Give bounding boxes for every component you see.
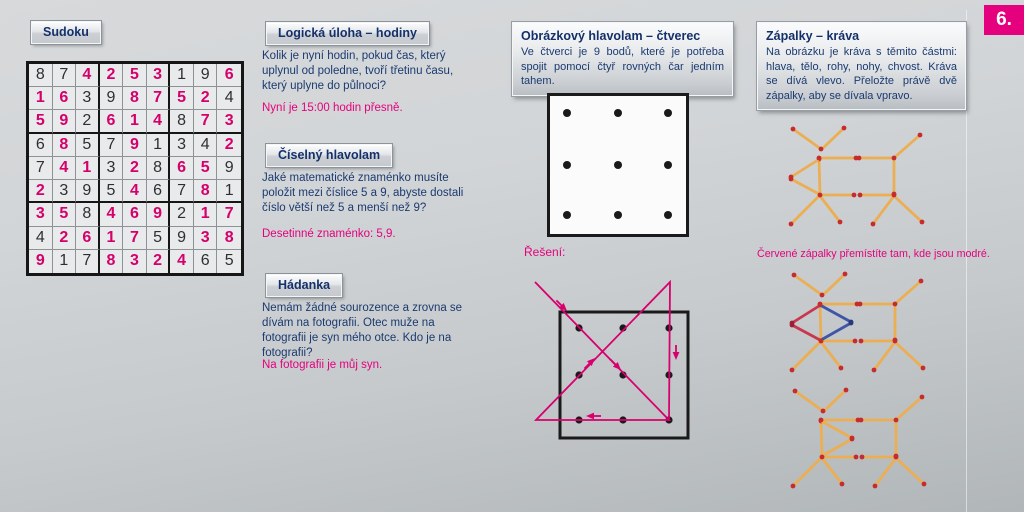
sudoku-cell[interactable]: 4 xyxy=(147,110,171,133)
direction-arrows xyxy=(554,298,679,419)
sudoku-cell[interactable]: 4 xyxy=(123,180,147,203)
sudoku-cell[interactable]: 5 xyxy=(147,227,171,250)
sudoku-cell[interactable]: 7 xyxy=(29,157,53,180)
sudoku-cell[interactable]: 3 xyxy=(123,250,147,273)
sudoku-cell[interactable]: 2 xyxy=(217,134,241,157)
question-riddle: Nemám žádné sourozence a zrovna se dívám na fotografii. Otec muže na fotografii je syn mého otce. Kdo je na fotografii? xyxy=(262,302,463,359)
sudoku-cell[interactable]: 1 xyxy=(76,157,100,180)
sudoku-cell[interactable]: 5 xyxy=(100,180,124,203)
matchstick-cow-initial xyxy=(775,114,945,246)
sudoku-cell[interactable]: 9 xyxy=(29,250,53,273)
answer-number-puzzle: Desetinné znaménko: 5,9. xyxy=(262,228,396,240)
sudoku-cell[interactable]: 6 xyxy=(170,157,194,180)
sudoku-cell[interactable]: 5 xyxy=(53,203,77,226)
sudoku-cell[interactable]: 3 xyxy=(147,64,171,87)
square-puzzle-box xyxy=(512,22,733,96)
sudoku-cell[interactable]: 9 xyxy=(100,87,124,110)
sudoku-cell[interactable]: 3 xyxy=(100,157,124,180)
question-number-puzzle: Jaké matematické znaménko musíte položit mezi číslice 5 a 9, abyste dostali číslo větší než 5 a menší než 9? xyxy=(262,172,464,214)
sudoku-cell[interactable]: 8 xyxy=(170,110,194,133)
sudoku-heading-button[interactable]: Sudoku xyxy=(31,21,101,44)
sudoku-cell[interactable]: 9 xyxy=(217,157,241,180)
sudoku-cell[interactable]: 4 xyxy=(100,203,124,226)
sudoku-cell[interactable]: 8 xyxy=(123,87,147,110)
sudoku-cell[interactable]: 8 xyxy=(29,64,53,87)
sudoku-grid[interactable] xyxy=(26,61,244,276)
sudoku-cell[interactable]: 2 xyxy=(100,64,124,87)
matchstick-cow-move-indication xyxy=(776,260,946,392)
sudoku-cell[interactable]: 3 xyxy=(29,203,53,226)
sudoku-cell[interactable]: 3 xyxy=(217,110,241,133)
sudoku-cell[interactable]: 6 xyxy=(100,110,124,133)
heading-button-riddle[interactable]: Hádanka xyxy=(266,274,342,297)
page-number-badge: 6. xyxy=(984,5,1024,35)
sudoku-cell[interactable]: 4 xyxy=(217,87,241,110)
sudoku-cell[interactable]: 8 xyxy=(76,203,100,226)
matches-puzzle-description: Na obrázku je kráva s těmito částmi: hlava, tělo, rohy, nohy, chvost. Kráva se dívá vlevo. Přeložte právě dvě zápalky, aby se dívala vpravo. xyxy=(766,46,957,102)
matches-puzzle-box xyxy=(757,22,966,110)
sudoku-cell[interactable]: 1 xyxy=(53,250,77,273)
sudoku-cell[interactable]: 3 xyxy=(170,134,194,157)
heading-button-number-puzzle[interactable]: Číselný hlavolam xyxy=(266,144,392,167)
sudoku-cell[interactable]: 7 xyxy=(76,250,100,273)
answer-riddle: Na fotografii je můj syn. xyxy=(262,359,383,371)
square-puzzle-description: Ve čtverci je 9 bodů, které je potřeba spojit pomocí čtyř rovných čar jedním tahem. xyxy=(521,46,724,87)
sudoku-cell[interactable]: 3 xyxy=(194,227,218,250)
sudoku-cell[interactable]: 2 xyxy=(123,157,147,180)
sudoku-cell[interactable]: 9 xyxy=(170,227,194,250)
sudoku-cell[interactable]: 1 xyxy=(100,227,124,250)
sudoku-cell[interactable]: 9 xyxy=(76,180,100,203)
heading-button-logic-clock[interactable]: Logická úloha – hodiny xyxy=(266,22,429,45)
nine-dots-square xyxy=(547,93,689,237)
sudoku-cell[interactable]: 1 xyxy=(194,203,218,226)
square-puzzle-title: Obrázkový hlavolam – čtverec xyxy=(521,29,701,43)
sudoku-cell[interactable]: 1 xyxy=(170,64,194,87)
sudoku-cell[interactable]: 5 xyxy=(76,134,100,157)
solution-label: Řešení: xyxy=(524,245,566,259)
matchstick-cow-solution xyxy=(777,376,947,512)
sudoku-cell[interactable]: 6 xyxy=(147,180,171,203)
sudoku-cell[interactable]: 2 xyxy=(194,87,218,110)
nine-dots-solution xyxy=(515,273,705,448)
sudoku-cell[interactable]: 4 xyxy=(194,134,218,157)
sudoku-cell[interactable]: 8 xyxy=(217,227,241,250)
sudoku-cell[interactable]: 6 xyxy=(194,250,218,273)
sudoku-cell[interactable]: 8 xyxy=(194,180,218,203)
sudoku-cell[interactable]: 7 xyxy=(147,87,171,110)
sudoku-cell[interactable]: 4 xyxy=(53,157,77,180)
sudoku-cell[interactable]: 2 xyxy=(170,203,194,226)
sudoku-cell[interactable]: 7 xyxy=(194,110,218,133)
sudoku-cell[interactable]: 2 xyxy=(76,110,100,133)
sudoku-cell[interactable]: 9 xyxy=(147,203,171,226)
question-logic-clock: Kolik je nyní hodin, pokud čas, který uplynul od poledne, tvoří třetinu času, který uplyne do půlnoci? xyxy=(262,50,454,92)
sudoku-cell[interactable]: 7 xyxy=(217,203,241,226)
sudoku-cell[interactable]: 7 xyxy=(53,64,77,87)
sudoku-cell[interactable]: 5 xyxy=(29,110,53,133)
matches-puzzle-title: Zápalky – kráva xyxy=(766,29,860,43)
matches-hint: Červené zápalky přemístíte tam, kde jsou modré. xyxy=(757,248,990,260)
page-edge-divider xyxy=(966,10,967,512)
sudoku-cell[interactable]: 6 xyxy=(217,64,241,87)
sudoku-cell[interactable]: 7 xyxy=(123,227,147,250)
sudoku-cell[interactable]: 8 xyxy=(100,250,124,273)
sudoku-cell[interactable]: 1 xyxy=(123,110,147,133)
sudoku-cell[interactable]: 4 xyxy=(76,64,100,87)
sudoku-cell[interactable]: 3 xyxy=(76,87,100,110)
sudoku-cell[interactable]: 2 xyxy=(53,227,77,250)
sudoku-cell[interactable]: 9 xyxy=(123,134,147,157)
sudoku-cell[interactable]: 5 xyxy=(170,87,194,110)
sudoku-cell[interactable]: 6 xyxy=(76,227,100,250)
sudoku-cell[interactable]: 6 xyxy=(53,87,77,110)
sudoku-cell[interactable]: 4 xyxy=(29,227,53,250)
sudoku-cell[interactable]: 1 xyxy=(147,134,171,157)
sudoku-cell[interactable]: 5 xyxy=(217,250,241,273)
sudoku-cell[interactable]: 3 xyxy=(53,180,77,203)
sudoku-cell[interactable]: 2 xyxy=(29,180,53,203)
sudoku-cell[interactable]: 1 xyxy=(217,180,241,203)
sudoku-cell[interactable]: 1 xyxy=(29,87,53,110)
sudoku-cell[interactable]: 6 xyxy=(123,203,147,226)
sudoku-cell[interactable]: 9 xyxy=(53,110,77,133)
sudoku-cell[interactable]: 7 xyxy=(100,134,124,157)
sudoku-cell[interactable]: 6 xyxy=(29,134,53,157)
sudoku-cell[interactable]: 5 xyxy=(123,64,147,87)
sudoku-cell[interactable]: 7 xyxy=(170,180,194,203)
sudoku-cell[interactable]: 2 xyxy=(147,250,171,273)
sudoku-cell[interactable]: 5 xyxy=(194,157,218,180)
sudoku-cell[interactable]: 8 xyxy=(147,157,171,180)
sudoku-cell[interactable]: 8 xyxy=(53,134,77,157)
sudoku-cell[interactable]: 4 xyxy=(170,250,194,273)
sudoku-cell[interactable]: 9 xyxy=(194,64,218,87)
answer-logic-clock: Nyní je 15:00 hodin přesně. xyxy=(262,102,403,114)
